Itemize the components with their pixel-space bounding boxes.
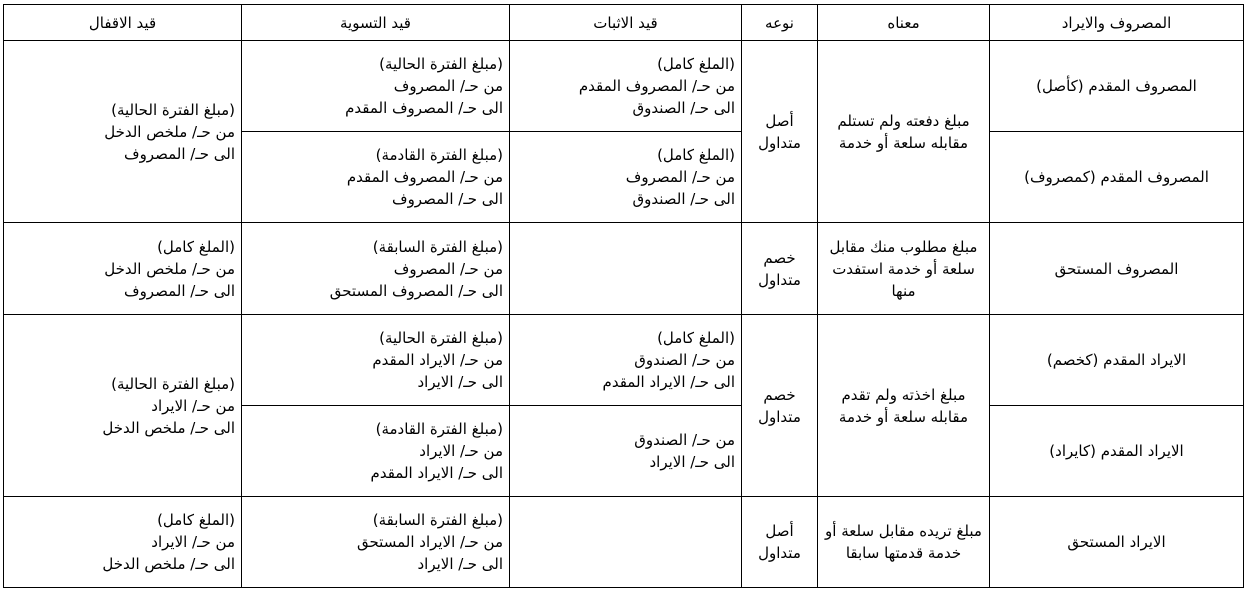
- adjusting-entry-cell: (مبلغ الفترة القادمة) من حـ/ الايراد الى حـ/ الايراد المقدم: [242, 406, 510, 497]
- type-cell: أصل متداول: [742, 497, 818, 588]
- header-item: المصروف والايراد: [990, 5, 1244, 41]
- header-proof-entry: قيد الاثبات: [510, 5, 742, 41]
- closing-entry-cell: (الملغ كامل) من حـ/ ملخص الدخل الى حـ/ المصروف: [4, 223, 242, 315]
- adjusting-entry-cell: (مبلغ الفترة الحالية) من حـ/ المصروف الى حـ/ المصروف المقدم: [242, 41, 510, 132]
- proof-entry-cell: (الملغ كامل) من حـ/ المصروف المقدم الى حـ/ الصندوق: [510, 41, 742, 132]
- proof-entry-cell: (الملغ كامل) من حـ/ المصروف الى حـ/ الصندوق: [510, 132, 742, 223]
- proof-entry-cell: من حـ/ الصندوق الى حـ/ الايراد: [510, 406, 742, 497]
- adjusting-entry-cell: (مبلغ الفترة السابقة) من حـ/ المصروف الى حـ/ المصروف المستحق: [242, 223, 510, 315]
- header-adjusting-entry: قيد التسوية: [242, 5, 510, 41]
- item-cell: الايراد المقدم (كخصم): [990, 315, 1244, 406]
- item-cell: الايراد المستحق: [990, 497, 1244, 588]
- proof-entry-cell: [510, 497, 742, 588]
- item-cell: المصروف المقدم (كأصل): [990, 41, 1244, 132]
- proof-entry-cell: (الملغ كامل) من حـ/ الصندوق الى حـ/ الايراد المقدم: [510, 315, 742, 406]
- item-cell: الايراد المقدم (كايراد): [990, 406, 1244, 497]
- adjusting-entry-cell: (مبلغ الفترة القادمة) من حـ/ المصروف المقدم الى حـ/ المصروف: [242, 132, 510, 223]
- adjusting-entry-cell: (مبلغ الفترة السابقة) من حـ/ الايراد المستحق الى حـ/ الايراد: [242, 497, 510, 588]
- type-cell: خصم متداول: [742, 315, 818, 497]
- header-row: [4, 5, 1244, 41]
- header-closing-entry: قيد الاقفال: [4, 5, 242, 41]
- header-meaning: معناه: [818, 5, 990, 41]
- item-cell: المصروف المستحق: [990, 223, 1244, 315]
- header-type: نوعه: [742, 5, 818, 41]
- meaning-cell: مبلغ اخذته ولم تقدم مقابله سلعة أو خدمة: [818, 315, 990, 497]
- adjusting-entry-cell: (مبلغ الفترة الحالية) من حـ/ الايراد المقدم الى حـ/ الايراد: [242, 315, 510, 406]
- closing-entry-cell: (مبلغ الفترة الحالية) من حـ/ الايراد الى حـ/ ملخص الدخل: [4, 315, 242, 497]
- closing-entry-cell: (مبلغ الفترة الحالية) من حـ/ ملخص الدخل الى حـ/ المصروف: [4, 41, 242, 223]
- table-row: [4, 223, 1244, 315]
- item-cell: المصروف المقدم (كمصروف): [990, 132, 1244, 223]
- type-cell: خصم متداول: [742, 223, 818, 315]
- table-row: [4, 41, 1244, 132]
- table-row: [4, 315, 1244, 406]
- meaning-cell: مبلغ تريده مقابل سلعة أو خدمة قدمتها سابقا: [818, 497, 990, 588]
- closing-entry-cell: (الملغ كامل) من حـ/ الايراد الى حـ/ ملخص الدخل: [4, 497, 242, 588]
- accounting-entries-table: [3, 4, 1244, 588]
- meaning-cell: مبلغ مطلوب منك مقابل سلعة أو خدمة استفدت منها: [818, 223, 990, 315]
- meaning-cell: مبلغ دفعته ولم تستلم مقابله سلعة أو خدمة: [818, 41, 990, 223]
- proof-entry-cell: [510, 223, 742, 315]
- type-cell: أصل متداول: [742, 41, 818, 223]
- table-row: [4, 497, 1244, 588]
